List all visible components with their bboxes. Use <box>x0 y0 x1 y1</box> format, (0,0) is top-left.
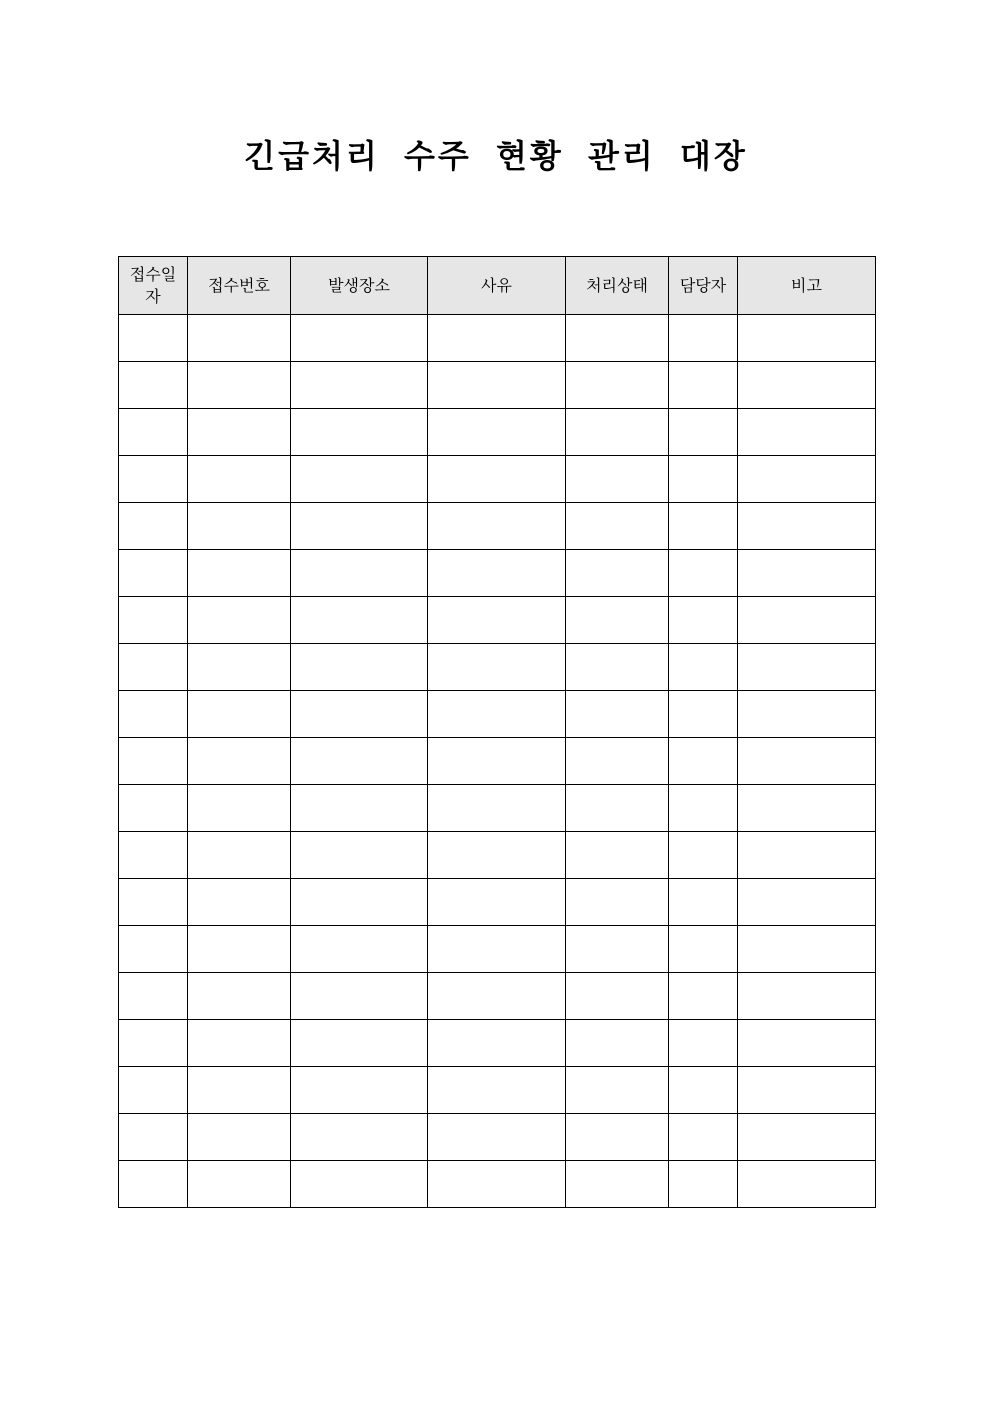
person-in-charge-cell[interactable] <box>669 832 738 879</box>
ledger-body <box>119 315 876 1208</box>
reason-cell[interactable] <box>428 409 566 456</box>
person-in-charge-cell[interactable] <box>669 456 738 503</box>
reason-cell[interactable] <box>428 785 566 832</box>
receipt-number-cell[interactable] <box>188 597 291 644</box>
status-cell[interactable] <box>566 456 669 503</box>
table-row <box>119 409 876 456</box>
table-row <box>119 973 876 1020</box>
person-in-charge-cell[interactable] <box>669 1161 738 1208</box>
reason-cell[interactable] <box>428 973 566 1020</box>
status-cell[interactable] <box>566 1114 669 1161</box>
reason-cell[interactable] <box>428 879 566 926</box>
receipt-date-cell[interactable] <box>119 785 188 832</box>
reason-cell[interactable] <box>428 456 566 503</box>
table-row <box>119 832 876 879</box>
remarks-cell[interactable] <box>738 1020 876 1067</box>
remarks-cell[interactable] <box>738 926 876 973</box>
receipt-number-cell[interactable] <box>188 1114 291 1161</box>
status-cell[interactable] <box>566 785 669 832</box>
remarks-cell[interactable] <box>738 832 876 879</box>
remarks-cell[interactable] <box>738 503 876 550</box>
location-cell[interactable] <box>291 738 428 785</box>
table-row <box>119 597 876 644</box>
receipt-number-cell[interactable] <box>188 550 291 597</box>
status-cell[interactable] <box>566 832 669 879</box>
status-cell[interactable] <box>566 315 669 362</box>
status-cell[interactable] <box>566 1020 669 1067</box>
person-in-charge-cell[interactable] <box>669 1067 738 1114</box>
receipt-number-cell[interactable] <box>188 879 291 926</box>
reason-cell[interactable] <box>428 1067 566 1114</box>
table-row <box>119 315 876 362</box>
person-in-charge-cell[interactable] <box>669 691 738 738</box>
location-cell[interactable] <box>291 691 428 738</box>
location-cell[interactable] <box>291 597 428 644</box>
column-header-status: 처리상태 <box>566 257 669 315</box>
remarks-cell[interactable] <box>738 1114 876 1161</box>
location-cell[interactable] <box>291 550 428 597</box>
receipt-date-cell[interactable] <box>119 315 188 362</box>
table-row <box>119 644 876 691</box>
person-in-charge-cell[interactable] <box>669 926 738 973</box>
reason-cell[interactable] <box>428 362 566 409</box>
person-in-charge-cell[interactable] <box>669 879 738 926</box>
location-cell[interactable] <box>291 785 428 832</box>
receipt-date-cell[interactable] <box>119 597 188 644</box>
column-header-receipt-date: 접수일자 <box>119 257 188 315</box>
location-cell[interactable] <box>291 644 428 691</box>
table-row <box>119 785 876 832</box>
status-cell[interactable] <box>566 503 669 550</box>
receipt-date-cell[interactable] <box>119 456 188 503</box>
receipt-date-cell[interactable] <box>119 738 188 785</box>
receipt-number-cell[interactable] <box>188 409 291 456</box>
location-cell[interactable] <box>291 503 428 550</box>
person-in-charge-cell[interactable] <box>669 738 738 785</box>
receipt-number-cell[interactable] <box>188 1020 291 1067</box>
receipt-number-cell[interactable] <box>188 644 291 691</box>
reason-cell[interactable] <box>428 1161 566 1208</box>
status-cell[interactable] <box>566 879 669 926</box>
remarks-cell[interactable] <box>738 644 876 691</box>
receipt-date-cell[interactable] <box>119 503 188 550</box>
receipt-date-cell[interactable] <box>119 1020 188 1067</box>
receipt-date-cell[interactable] <box>119 1161 188 1208</box>
column-header-remarks: 비고 <box>738 257 876 315</box>
remarks-cell[interactable] <box>738 550 876 597</box>
location-cell[interactable] <box>291 1161 428 1208</box>
reason-cell[interactable] <box>428 550 566 597</box>
status-cell[interactable] <box>566 1161 669 1208</box>
location-cell[interactable] <box>291 1020 428 1067</box>
receipt-date-cell[interactable] <box>119 879 188 926</box>
remarks-cell[interactable] <box>738 315 876 362</box>
reason-cell[interactable] <box>428 691 566 738</box>
status-cell[interactable] <box>566 550 669 597</box>
location-cell[interactable] <box>291 315 428 362</box>
receipt-number-cell[interactable] <box>188 315 291 362</box>
table-row <box>119 926 876 973</box>
location-cell[interactable] <box>291 456 428 503</box>
location-cell[interactable] <box>291 926 428 973</box>
location-cell[interactable] <box>291 1114 428 1161</box>
location-cell[interactable] <box>291 973 428 1020</box>
status-cell[interactable] <box>566 1067 669 1114</box>
receipt-date-cell[interactable] <box>119 926 188 973</box>
remarks-cell[interactable] <box>738 973 876 1020</box>
remarks-cell[interactable] <box>738 597 876 644</box>
person-in-charge-cell[interactable] <box>669 409 738 456</box>
status-cell[interactable] <box>566 973 669 1020</box>
status-cell[interactable] <box>566 738 669 785</box>
table-row <box>119 1067 876 1114</box>
table-row <box>119 550 876 597</box>
status-cell[interactable] <box>566 691 669 738</box>
receipt-number-cell[interactable] <box>188 738 291 785</box>
location-cell[interactable] <box>291 409 428 456</box>
person-in-charge-cell[interactable] <box>669 785 738 832</box>
reason-cell[interactable] <box>428 832 566 879</box>
receipt-date-cell[interactable] <box>119 409 188 456</box>
receipt-date-cell[interactable] <box>119 362 188 409</box>
receipt-number-cell[interactable] <box>188 973 291 1020</box>
receipt-number-cell[interactable] <box>188 785 291 832</box>
reason-cell[interactable] <box>428 644 566 691</box>
remarks-cell[interactable] <box>738 691 876 738</box>
person-in-charge-cell[interactable] <box>669 550 738 597</box>
table-row <box>119 1114 876 1161</box>
reason-cell[interactable] <box>428 503 566 550</box>
header-row <box>119 257 876 315</box>
person-in-charge-cell[interactable] <box>669 315 738 362</box>
receipt-number-cell[interactable] <box>188 362 291 409</box>
receipt-number-cell[interactable] <box>188 1161 291 1208</box>
status-cell[interactable] <box>566 362 669 409</box>
remarks-cell[interactable] <box>738 879 876 926</box>
column-header-person-in-charge: 담당자 <box>669 257 738 315</box>
receipt-number-cell[interactable] <box>188 691 291 738</box>
remarks-cell[interactable] <box>738 362 876 409</box>
location-cell[interactable] <box>291 362 428 409</box>
location-cell[interactable] <box>291 832 428 879</box>
person-in-charge-cell[interactable] <box>669 503 738 550</box>
person-in-charge-cell[interactable] <box>669 1114 738 1161</box>
table-row <box>119 738 876 785</box>
receipt-number-cell[interactable] <box>188 832 291 879</box>
receipt-date-cell[interactable] <box>119 691 188 738</box>
table-row <box>119 503 876 550</box>
reason-cell[interactable] <box>428 315 566 362</box>
status-cell[interactable] <box>566 409 669 456</box>
table-row <box>119 362 876 409</box>
person-in-charge-cell[interactable] <box>669 973 738 1020</box>
person-in-charge-cell[interactable] <box>669 644 738 691</box>
column-header-reason: 사유 <box>428 257 566 315</box>
receipt-date-cell[interactable] <box>119 1114 188 1161</box>
receipt-number-cell[interactable] <box>188 1067 291 1114</box>
person-in-charge-cell[interactable] <box>669 362 738 409</box>
reason-cell[interactable] <box>428 738 566 785</box>
ledger-table <box>118 256 876 1208</box>
location-cell[interactable] <box>291 879 428 926</box>
receipt-date-cell[interactable] <box>119 832 188 879</box>
reason-cell[interactable] <box>428 1020 566 1067</box>
table-row <box>119 879 876 926</box>
column-header-receipt-number: 접수번호 <box>188 257 291 315</box>
remarks-cell[interactable] <box>738 409 876 456</box>
reason-cell[interactable] <box>428 1114 566 1161</box>
receipt-date-cell[interactable] <box>119 1067 188 1114</box>
reason-cell[interactable] <box>428 926 566 973</box>
remarks-cell[interactable] <box>738 738 876 785</box>
table-row <box>119 1161 876 1208</box>
receipt-date-cell[interactable] <box>119 644 188 691</box>
receipt-date-cell[interactable] <box>119 550 188 597</box>
location-cell[interactable] <box>291 1067 428 1114</box>
table-row <box>119 691 876 738</box>
table-row <box>119 1020 876 1067</box>
receipt-number-cell[interactable] <box>188 456 291 503</box>
status-cell[interactable] <box>566 926 669 973</box>
status-cell[interactable] <box>566 644 669 691</box>
person-in-charge-cell[interactable] <box>669 1020 738 1067</box>
remarks-cell[interactable] <box>738 1161 876 1208</box>
remarks-cell[interactable] <box>738 1067 876 1114</box>
remarks-cell[interactable] <box>738 785 876 832</box>
status-cell[interactable] <box>566 597 669 644</box>
remarks-cell[interactable] <box>738 456 876 503</box>
receipt-date-cell[interactable] <box>119 973 188 1020</box>
page-title: 긴급처리 수주 현황 관리 대장 <box>244 137 748 175</box>
receipt-number-cell[interactable] <box>188 926 291 973</box>
reason-cell[interactable] <box>428 597 566 644</box>
table-row <box>119 456 876 503</box>
person-in-charge-cell[interactable] <box>669 597 738 644</box>
column-header-location: 발생장소 <box>291 257 428 315</box>
receipt-number-cell[interactable] <box>188 503 291 550</box>
